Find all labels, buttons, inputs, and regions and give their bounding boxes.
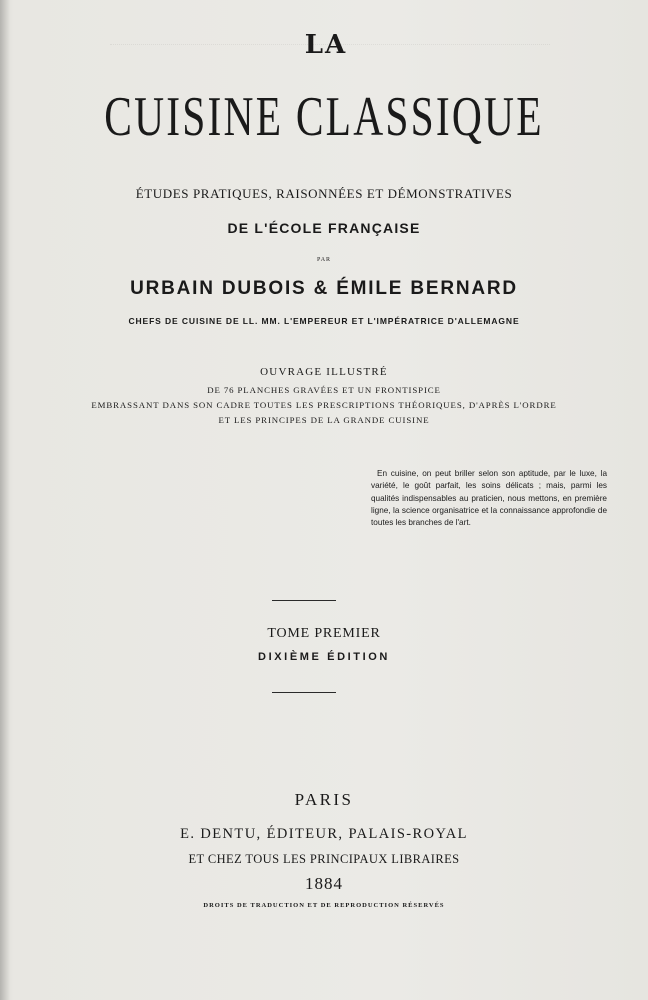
subtitle-line-1: ÉTUDES PRATIQUES, RAISONNÉES ET DÉMONSTRATIVES bbox=[135, 186, 513, 201]
illustration-desc-line-3: ET LES PRINCIPES DE LA GRANDE CUISINE bbox=[218, 415, 430, 425]
rights-notice: DROITS DE TRADUCTION ET DE REPRODUCTION RÉSERVÉS bbox=[203, 902, 445, 909]
imprint-publisher: E. DENTU, ÉDITEUR, PALAIS-ROYAL bbox=[180, 826, 468, 842]
imprint-city: PARIS bbox=[294, 790, 354, 809]
title-article: LA bbox=[304, 30, 348, 60]
epigraph-quote: En cuisine, on peut briller selon son aptitude, par le luxe, la variété, le goût parfait, les soins délicats ; mais, parmi les qualités indispensables au praticien, nous mettons, en première ligne, la science organisatrice et la connaissance approfondie de toutes les branches de l'art. bbox=[371, 469, 607, 528]
author-role: CHEFS DE CUISINE DE LL. MM. L'EMPEREUR ET L'IMPÉRATRICE D'ALLEMAGNE bbox=[128, 316, 520, 326]
subtitle-line-2: DE L'ÉCOLE FRANÇAISE bbox=[227, 220, 421, 236]
binding-shadow bbox=[0, 0, 10, 1000]
illustration-desc-line-2: EMBRASSANT DANS SON CADRE TOUTES LES PRESCRIPTIONS THÉORIQUES, D'APRÈS L'ORDRE bbox=[91, 400, 557, 410]
imprint-booksellers: ET CHEZ TOUS LES PRINCIPAUX LIBRAIRES bbox=[188, 852, 460, 866]
divider-rule-top bbox=[272, 600, 336, 601]
by-label: PAR bbox=[316, 257, 332, 263]
volume-title: TOME PREMIER bbox=[267, 626, 381, 641]
edition-label: DIXIÈME ÉDITION bbox=[258, 651, 390, 663]
divider-rule-bottom bbox=[272, 692, 336, 693]
illustrated-heading: OUVRAGE ILLUSTRÉ bbox=[260, 366, 388, 378]
imprint-year: 1884 bbox=[305, 874, 343, 893]
illustration-desc-line-1: DE 76 PLANCHES GRAVÉES ET UN FRONTISPICE bbox=[207, 385, 441, 395]
main-title: CUISINE CLASSIQUE bbox=[104, 86, 544, 148]
author-names: URBAIN DUBOIS & ÉMILE BERNARD bbox=[130, 278, 518, 299]
